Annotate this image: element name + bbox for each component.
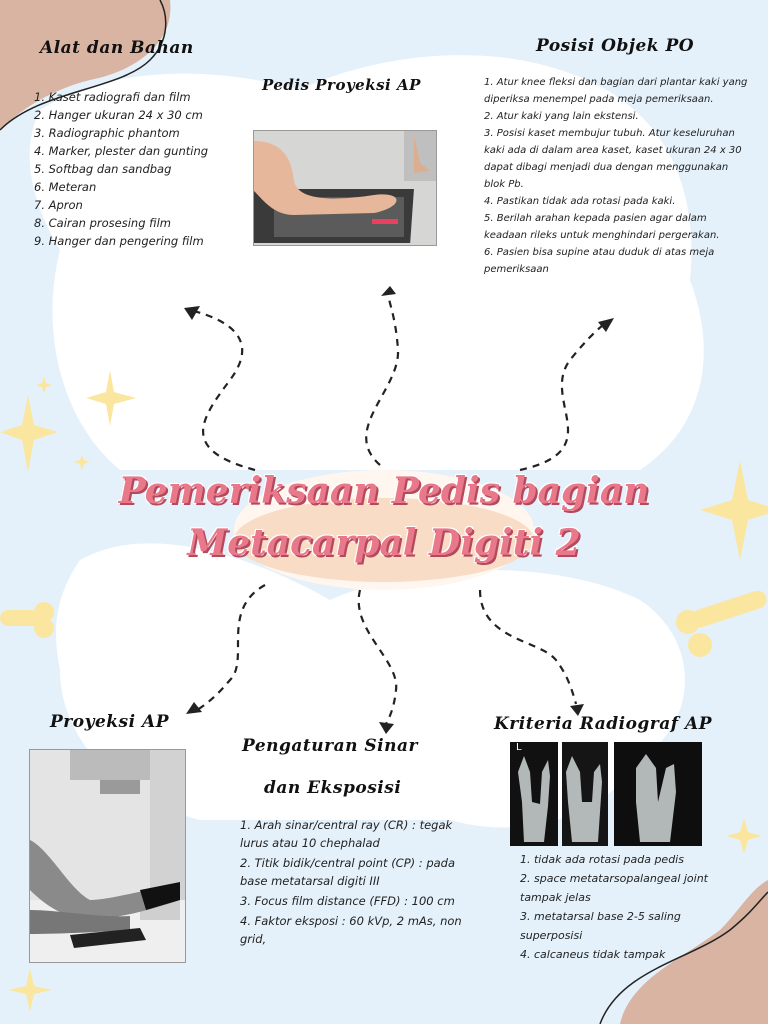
proyeksi-heading: Proyeksi AP [50, 712, 169, 732]
alat-list [34, 88, 234, 250]
list-item: 9. Hanger dan pengering film [34, 234, 204, 248]
pengaturan-heading [242, 736, 418, 798]
list-item: 6. Pasien bisa supine atau duduk di atas meja pemeriksaan [484, 247, 715, 275]
list-item: 3. Radiographic phantom [34, 126, 180, 140]
list-item: 2. Atur kaki yang lain ekstensi. [484, 111, 639, 122]
list-item: 1. Atur knee fleksi dan bagian dari plantar kaki yang diperiksa menempel pada meja pemeriksaan. [484, 77, 748, 105]
list-item: 2. Hanger ukuran 24 x 30 cm [34, 108, 203, 122]
list-item: 4. calcaneus tidak tampak [520, 948, 666, 961]
list-item: 1. Arah sinar/central ray (CR) : tegak lurus atau 10 chephalad [240, 818, 453, 850]
page-title [84, 470, 684, 564]
pedis-heading: Pedis Proyeksi AP [262, 76, 421, 94]
list-item: 7. Apron [34, 198, 83, 212]
kriteria-heading: Kriteria Radiograf AP [494, 714, 712, 734]
list-item: 3. Posisi kaset membujur tubuh. Atur keseluruhan kaki ada di dalam area kaset, kaset ukuran 24 x 30 dapat dibagi menjadi dua dengan menggunakan blok Pb. [484, 128, 742, 190]
list-item: 1. tidak ada rotasi pada pedis [520, 853, 684, 866]
list-item: 8. Cairan prosesing film [34, 216, 172, 230]
list-item: 3. Focus film distance (FFD) : 100 cm [240, 894, 455, 908]
list-item: 2. space metatarsopalangeal joint tampak jelas [520, 872, 708, 904]
pengaturan-heading-line-1: Pengaturan Sinar [242, 736, 418, 756]
list-item: 4. Marker, plester dan gunting [34, 144, 209, 158]
list-item: 1. Kaset radiografi dan film [34, 90, 191, 104]
posisi-list [484, 74, 748, 278]
posisi-heading: Posisi Objek PO [536, 36, 695, 56]
list-item: 5. Berilah arahan kepada pasien agar dalam keadaan rileks untuk menghindari pergerakan. [484, 213, 720, 241]
xray-images [510, 742, 702, 846]
proyeksi-photo [29, 749, 186, 963]
list-item: 6. Meteran [34, 180, 97, 194]
pengaturan-list [240, 816, 462, 948]
list-item: 2. Titik bidik/central point (CP) : pada base metatarsal digiti III [240, 856, 456, 888]
pedis-photo [253, 130, 437, 246]
kriteria-list [520, 850, 716, 964]
pengaturan-heading-line-2: dan Eksposisi [264, 778, 402, 798]
xray-marker-l: L [516, 742, 522, 753]
title-line-1: Pemeriksaan Pedis bagian [118, 470, 650, 512]
list-item: 4. Faktor eksposi : 60 kVp, 2 mAs, non grid, [240, 914, 462, 946]
title-line-2: Metacarpal Digiti 2 [187, 522, 581, 564]
list-item: 3. metatarsal base 2-5 saling superposisi [520, 910, 681, 942]
list-item: 4. Pastikan tidak ada rotasi pada kaki. [484, 196, 676, 207]
alat-heading: Alat dan Bahan [40, 38, 194, 58]
list-item: 5. Softbag dan sandbag [34, 162, 172, 176]
